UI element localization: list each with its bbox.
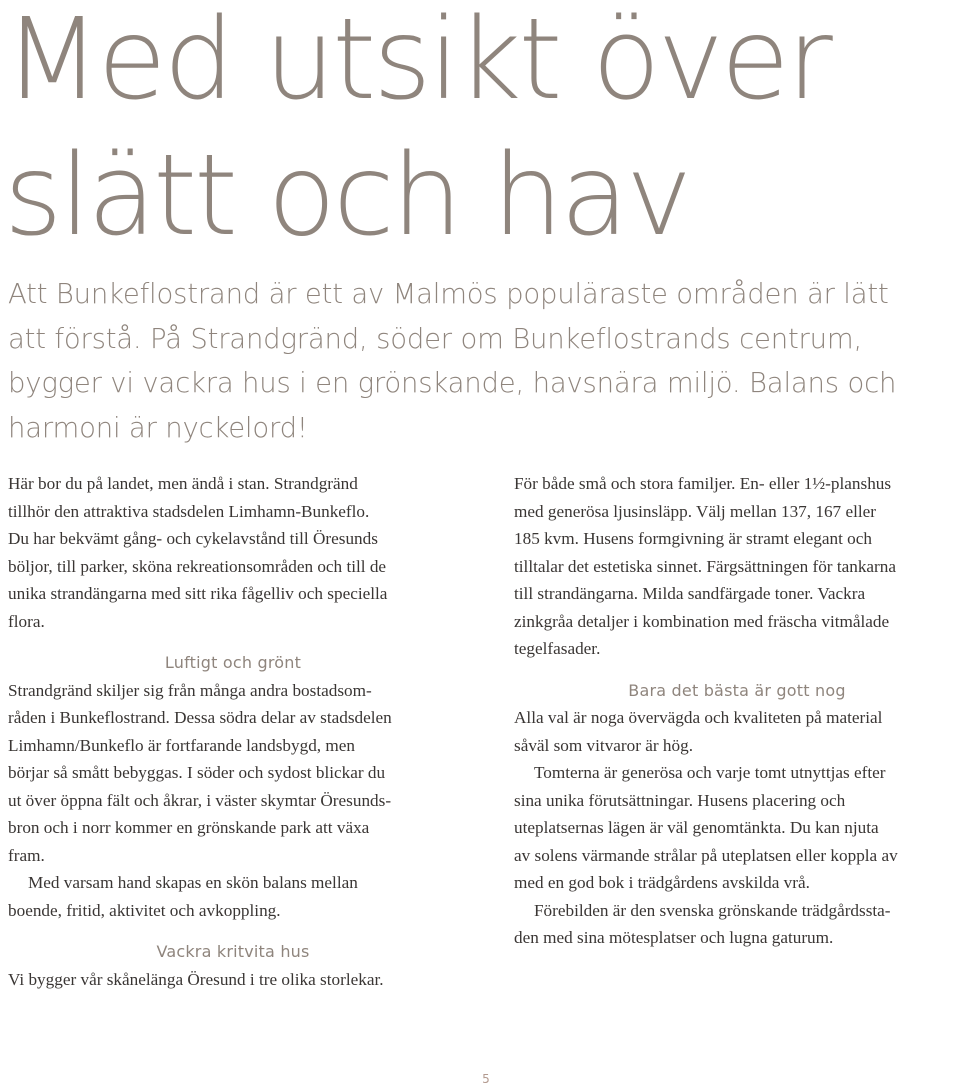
text-line: Du har bekvämt gång- och cykelavstånd till Öresunds [8,529,378,548]
text-line: fram. [8,845,45,865]
text-line: Här bor du på landet, men ändå i stan. Strandgränd [8,474,358,493]
section-heading: Bara det bästa är gott nog [628,680,846,700]
text-line: tegelfasader. [514,639,601,658]
text-line: såväl som vitvaror är hög. [514,735,693,755]
text-line: böljor, till parker, sköna rekreationsområden och till de [8,556,387,576]
text-line: tillhör den attraktiva stadsdelen Limhamn-Bunkeflo. [8,501,370,521]
title-line: Med utsikt över [4,0,830,125]
lead-paragraph [8,272,958,450]
lead-line: Att Bunkeflostrand är ett av Malmös populäraste områden är lätt [8,278,889,310]
text-line: För både små och stora familjer. En- eller 1½-planshus [514,474,892,493]
text-line: till strandängarna. Milda sandfärgade toner. Vackra [514,584,866,603]
text-line: den med sina mötesplatser och lugna gaturum. [514,928,834,947]
section-heading: Luftigt och grönt [164,653,302,672]
text-line: Med varsam hand skapas en skön balans mellan [28,873,358,892]
paragraph [8,869,458,924]
text-line: Alla val är noga övervägda och kvaliteten på material [514,708,883,727]
paragraph [8,677,458,870]
text-line: med en god bok i trädgårdens avskilda vrå. [514,873,810,892]
text-line: uteplatsernas lägen är väl genomtänkta. Du kan njuta [514,818,879,837]
text-line: av solens värmande strålar på uteplatsen eller koppla av [514,845,898,865]
paragraph [514,470,960,663]
text-line: ut över öppna fält och åkrar, i väster skymtar Öresunds- [8,790,392,810]
text-line: zinkgråa detaljer i kombination med fräscha vitmålade [514,611,890,631]
text-line: 185 kvm. Husens formgivning är stramt elegant och [514,529,873,548]
lead-line: att förstå. På Strandgränd, söder om Bunkeflostrands centrum, [8,322,863,355]
text-line: tilltalar det estetiska sinnet. Färgsättningen för tankarna [514,556,896,576]
paragraph [514,704,960,759]
paragraph [514,759,960,897]
paragraph [8,966,458,994]
text-line: Vi bygger vår skånelänga Öresund i tre olika storlekar. [8,969,384,989]
title-line: slätt och hav [4,131,690,261]
text-line: bron och i norr kommer en grönskande park att växa [8,818,370,837]
text-line: unika strandängarna med sitt rika fågelliv och speciella [8,584,388,603]
text-line: Strandgränd skiljer sig från många andra bostadsom- [8,680,372,700]
text-line: med generösa ljusinsläpp. Välj mellan 137, 167 eller [514,501,876,521]
lead-line: bygger vi vackra hus i en grönskande, havsnära miljö. Balans och [8,367,897,399]
text-line: råden i Bunkeflostrand. Dessa södra delar av stadsdelen [8,708,392,727]
paragraph [8,470,458,635]
section-heading: Vackra kritvita hus [156,942,310,961]
text-line: Förebilden är den svenska grönskande trädgårdssta- [534,900,891,920]
paragraph [514,897,960,952]
text-line: sina unika förutsättningar. Husens placering och [514,790,846,810]
page-title [4,0,830,264]
text-line: flora. [8,611,45,631]
text-line: börjar så smått bebyggas. I söder och sydost blickar du [8,763,386,782]
text-line: Limhamn/Bunkeflo är fortfarande landsbygd, men [8,735,355,755]
page-number: 5 [482,1072,490,1086]
text-line: boende, fritid, aktivitet och avkoppling. [8,900,281,920]
left-column [8,470,458,993]
right-column [514,470,960,952]
text-line: Tomterna är generösa och varje tomt utnyttjas efter [534,763,886,782]
lead-line: harmoni är nyckelord! [8,411,308,444]
